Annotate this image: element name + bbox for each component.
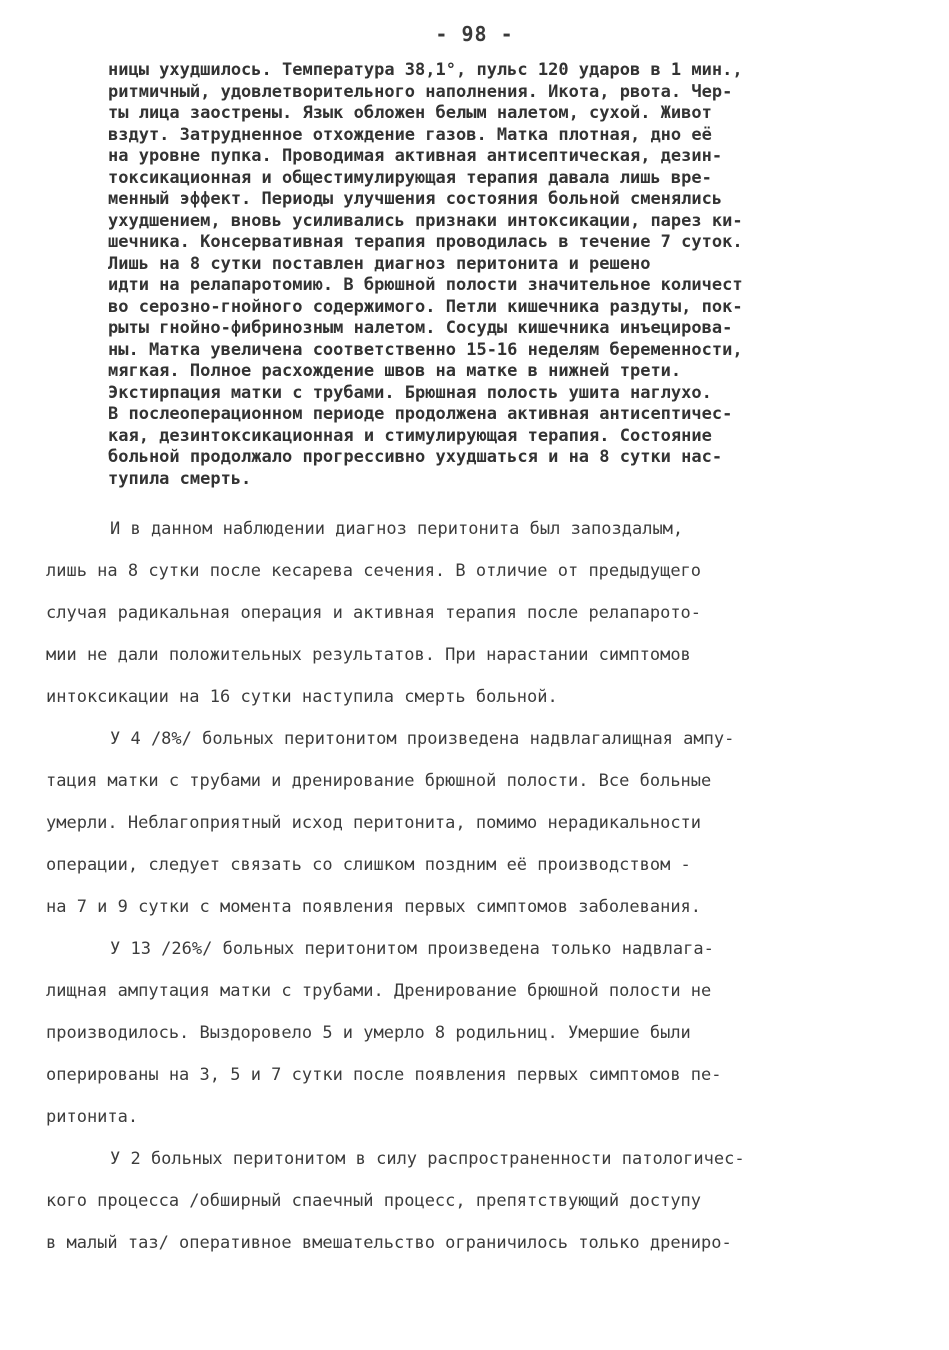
paragraph-line: тация матки с трубами и дренирование брюшной полости. Все больные [46, 771, 712, 791]
case-line: Лишь на 8 сутки поставлен диагноз перитонита и решено [108, 253, 651, 274]
paragraph-line: лищная ампутация матки с трубами. Дренирование брюшной полости не [46, 981, 712, 1001]
paragraph-line: ритонита. [46, 1107, 139, 1127]
paragraph-amputation-only [46, 928, 906, 1138]
case-line: токсикационная и общестимулирующая терапия давала лишь вре- [108, 167, 712, 188]
case-line: тупила смерть. [108, 468, 252, 489]
case-line: Экстирпация матки с трубами. Брюшная полость ушита наглухо. [108, 382, 712, 403]
paragraph-line: случая радикальная операция и активная терапия после релапарото- [46, 603, 702, 623]
case-line: ты лица заострены. Язык обложен белым налетом, сухой. Живот [108, 103, 712, 123]
paragraph-line: У 13 /26%/ больных перитонитом произведена только надвлага- [110, 939, 714, 959]
paragraph-line: интоксикации на 16 сутки наступила смерть больной. [46, 687, 558, 707]
paragraph-line: лишь на 8 сутки после кесарева сечения. В отличие от предыдущего [46, 561, 702, 581]
paragraph-line: кого процесса /обширный спаечный процесс, препятствующий доступу [46, 1191, 702, 1211]
paragraph-drainage-only [46, 1138, 906, 1264]
paragraph-line: У 4 /8%/ больных перитонитом произведена надвлагалищная ампу- [110, 729, 735, 749]
case-history-block [108, 60, 908, 490]
case-line: вздут. Затрудненное отхождение газов. Матка плотная, дно её [108, 124, 712, 145]
case-line: больной продолжало прогрессивно ухудшаться и на 8 сутки нас- [108, 447, 723, 467]
case-line: во серозно-гнойного содержимого. Петли кишечника раздуты, пок- [108, 296, 743, 317]
case-line: кая, дезинтоксикационная и стимулирующая терапия. Состояние [108, 425, 712, 446]
paragraph-delayed-diagnosis [46, 508, 906, 718]
case-line: ницы ухудшилось. Температура 38,1°, пульс 120 ударов в 1 мин., [108, 60, 743, 80]
page-number: - 98 - [435, 22, 514, 46]
case-line: шечника. Консервативная терапия проводилась в течение 7 суток. [108, 232, 743, 252]
case-line: ритмичный, удовлетворительного наполнения. Икота, рвота. Чер- [108, 81, 733, 102]
paragraph-line: И в данном наблюдении диагноз перитонита был запоздалым, [110, 519, 684, 539]
paragraph-line: оперированы на 3, 5 и 7 сутки после появления первых симптомов пе- [46, 1065, 722, 1085]
paragraph-line: в малый таз/ оперативное вмешательство ограничилось только дрениро- [46, 1233, 732, 1253]
paragraph-line: умерли. Неблагоприятный исход перитонита, помимо нерадикальности [46, 813, 702, 833]
case-line: идти на релапаротомию. В брюшной полости значительное количест [108, 275, 743, 295]
case-line: ухудшением, вновь усиливались признаки интоксикации, парез ки- [108, 210, 743, 231]
case-line: менный эффект. Периоды улучшения состояния больной сменялись [108, 189, 723, 209]
case-line: В послеоперационном периоде продолжена активная антисептичес- [108, 404, 733, 424]
case-line: ны. Матка увеличена соответственно 15-16 неделям беременности, [108, 339, 743, 360]
paragraph-line: на 7 и 9 сутки с момента появления первых симптомов заболевания. [46, 897, 702, 917]
paragraph-line: мии не дали положительных результатов. При нарастании симптомов [46, 645, 691, 665]
paragraph-line: У 2 больных перитонитом в силу распространенности патологичес- [110, 1149, 745, 1169]
case-line: рыты гнойно-фибринозным налетом. Сосуды кишечника инъецирова- [108, 318, 733, 338]
case-line: на уровне пупка. Проводимая активная антисептическая, дезин- [108, 146, 723, 166]
paragraph-amputation-drainage [46, 718, 906, 928]
paragraph-line: операции, следует связать со слишком поздним её производством - [46, 855, 691, 875]
paragraph-line: производилось. Выздоровело 5 и умерло 8 родильниц. Умершие были [46, 1023, 691, 1043]
case-line: мягкая. Полное расхождение швов на матке в нижней трети. [108, 361, 682, 381]
